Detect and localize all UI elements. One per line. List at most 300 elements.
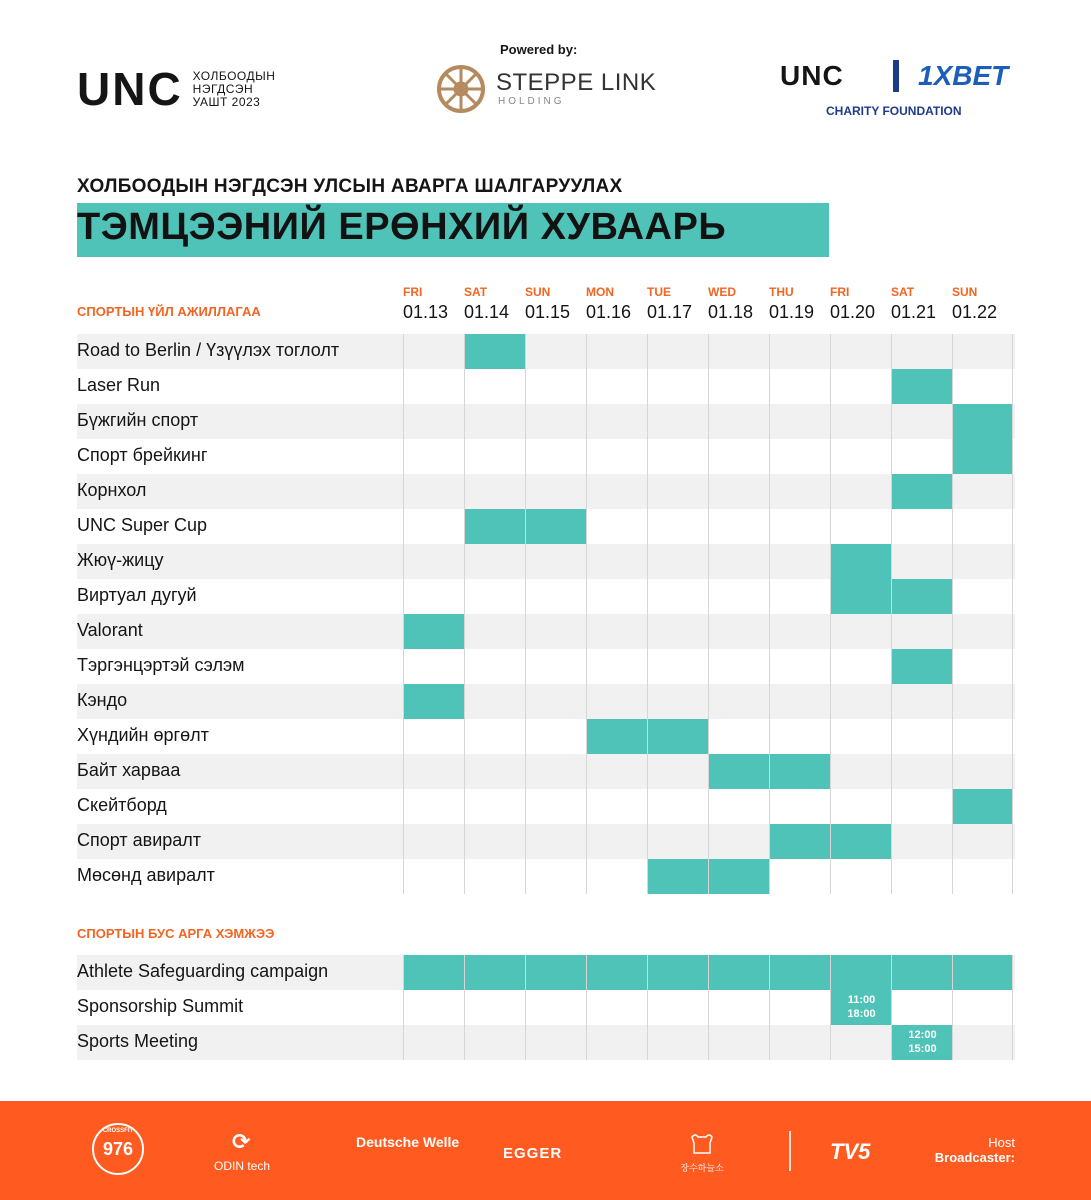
day-header [708,285,769,323]
empty-cell [708,404,769,439]
section-label-sport: СПОРТЫН ҮЙЛ АЖИЛЛАГАА [77,304,261,319]
empty-cell [769,990,830,1025]
empty-cell [769,334,830,369]
empty-cell [647,754,708,789]
steppe-link-name: STEPPE LINK [496,69,657,96]
scheduled-cell [525,509,586,544]
empty-cell [586,334,647,369]
empty-cell [830,509,891,544]
day-date: 01.15 [525,302,571,322]
empty-cell [586,544,647,579]
empty-cell [403,649,464,684]
day-cells [403,404,1015,439]
empty-cell [586,859,647,894]
empty-cell [647,789,708,824]
day-header [952,285,1013,323]
empty-cell [708,684,769,719]
empty-cell [525,579,586,614]
day-cells [403,474,1015,509]
empty-cell [952,579,1013,614]
schedule-row [77,439,1015,474]
empty-cell [403,369,464,404]
empty-cell [464,824,525,859]
activity-label: Sponsorship Summit [77,996,244,1016]
empty-cell [464,684,525,719]
empty-cell [647,579,708,614]
tv5-logo: TV5 [830,1139,871,1164]
day-date: 01.21 [891,302,937,322]
empty-cell [708,824,769,859]
empty-cell [952,649,1013,684]
schedule-row [77,614,1015,649]
schedule-row [77,754,1015,789]
day-cells [403,990,1015,1025]
empty-cell [525,649,586,684]
activity-label: Athlete Safeguarding campaign [77,961,329,981]
day-cells [403,719,1015,754]
empty-cell [952,474,1013,509]
activity-label: Байт харваа [77,760,181,780]
day-date: 01.16 [586,302,632,322]
empty-cell [769,544,830,579]
empty-cell [586,614,647,649]
unc-logo [77,63,276,115]
schedule-row [77,579,1015,614]
empty-cell [952,990,1013,1025]
empty-cell [708,579,769,614]
scheduled-cell [647,859,708,894]
day-header [525,285,586,323]
activity-label: Sports Meeting [77,1031,199,1051]
empty-cell [891,990,952,1025]
empty-cell [708,614,769,649]
empty-cell [769,719,830,754]
schedule-row [77,789,1015,824]
empty-cell [891,754,952,789]
scheduled-cell [891,579,952,614]
empty-cell [830,439,891,474]
activity-label: Road to Berlin / Үзүүлэх тоглолт [77,340,340,360]
day-date: 01.22 [952,302,998,322]
schedule-row [77,334,1015,369]
scheduled-cell [464,334,525,369]
empty-cell [952,1025,1013,1060]
empty-cell [708,369,769,404]
empty-cell [586,369,647,404]
empty-cell [769,684,830,719]
powered-by-label: Powered by: [500,42,578,57]
empty-cell [586,474,647,509]
empty-cell [464,614,525,649]
empty-cell [403,754,464,789]
empty-cell [708,544,769,579]
empty-cell [525,334,586,369]
empty-cell [647,614,708,649]
empty-cell [647,990,708,1025]
sponsor-footer [0,1101,1091,1200]
empty-cell [769,859,830,894]
empty-cell [586,789,647,824]
empty-cell [952,754,1013,789]
empty-cell [830,369,891,404]
schedule-row [77,719,1015,754]
day-header [769,285,830,323]
empty-cell [464,990,525,1025]
day-name: SUN [952,285,978,299]
day-cells [403,649,1015,684]
scheduled-cell [708,754,769,789]
empty-cell [647,334,708,369]
empty-cell [403,334,464,369]
empty-cell [464,649,525,684]
schedule-row [77,955,1015,990]
scheduled-cell [769,754,830,789]
scheduled-cell [403,955,464,990]
empty-cell [586,649,647,684]
empty-cell [525,439,586,474]
empty-cell [769,579,830,614]
empty-cell [586,684,647,719]
empty-cell [830,754,891,789]
time-value: 12:00 [908,1029,937,1041]
day-header [586,285,647,323]
day-cells [403,579,1015,614]
schedule-row [77,544,1015,579]
empty-cell [708,334,769,369]
empty-cell [586,754,647,789]
empty-cell [830,1025,891,1060]
empty-cell [525,824,586,859]
empty-cell [403,859,464,894]
scheduled-cell [891,649,952,684]
activity-label: Жюү-жицу [77,550,164,570]
day-date: 01.14 [464,302,510,322]
day-header [647,285,708,323]
empty-cell [586,509,647,544]
empty-cell [464,369,525,404]
day-cells [403,1025,1015,1060]
time-value: 18:00 [847,1008,876,1020]
empty-cell [647,474,708,509]
day-name: FRI [830,285,850,299]
scheduled-cell [647,719,708,754]
scheduled-cell [647,955,708,990]
empty-cell [708,439,769,474]
empty-cell [769,404,830,439]
empty-cell [830,474,891,509]
egger-logo: EGGER [503,1145,563,1162]
scheduled-cell [830,544,891,579]
day-name: SAT [891,285,915,299]
empty-cell [525,684,586,719]
empty-cell [769,369,830,404]
unc-subtext: ХОЛБООДЫН НЭГДСЭН УАШТ 2023 [192,68,276,109]
empty-cell [830,404,891,439]
day-header [830,285,891,323]
day-cells [403,789,1015,824]
activity-label: Скейтборд [77,795,167,815]
empty-cell [952,614,1013,649]
empty-cell [769,509,830,544]
day-cells [403,684,1015,719]
empty-cell [708,649,769,684]
activity-label: Бүжгийн спорт [77,410,199,430]
scheduled-cell [952,789,1013,824]
activity-label: Хүндийн өргөлт [77,725,209,745]
footer-separator [789,1131,791,1171]
schedule-row [77,990,1015,1025]
empty-cell [830,859,891,894]
empty-cell [586,1025,647,1060]
empty-cell [403,990,464,1025]
schedule-row [77,859,1015,894]
empty-cell [586,579,647,614]
time-value: 11:00 [847,994,876,1006]
day-date: 01.13 [403,302,449,322]
day-date: 01.20 [830,302,876,322]
empty-cell [647,684,708,719]
empty-cell [403,579,464,614]
empty-cell [891,439,952,474]
day-cells [403,544,1015,579]
empty-cell [647,439,708,474]
section-label-nonsport: СПОРТЫН БУС АРГА ХЭМЖЭЭ [77,926,275,941]
empty-cell [464,754,525,789]
empty-cell [952,719,1013,754]
day-cells [403,614,1015,649]
empty-cell [708,789,769,824]
empty-cell [769,439,830,474]
charity-foundation-label: CHARITY FOUNDATION [826,104,962,118]
day-name: SUN [525,285,551,299]
schedule-row [77,509,1015,544]
partner-unc-mark: UNC [780,60,844,91]
empty-cell [952,684,1013,719]
empty-cell [525,614,586,649]
empty-cell [403,439,464,474]
day-cells [403,334,1015,369]
empty-cell [586,439,647,474]
empty-cell [891,719,952,754]
day-name: SAT [464,285,488,299]
schedule-row [77,474,1015,509]
empty-cell [403,719,464,754]
day-cells [403,824,1015,859]
day-name: MON [586,285,614,299]
empty-cell [830,684,891,719]
empty-cell [891,824,952,859]
schedule-row [77,1025,1015,1060]
scheduled-cell [891,955,952,990]
day-cells [403,509,1015,544]
activity-label: Кэндо [77,690,128,710]
scheduled-cell [952,404,1013,439]
activity-label: Laser Run [77,375,161,395]
empty-cell [647,824,708,859]
empty-cell [647,544,708,579]
scheduled-cell [708,955,769,990]
scheduled-cell [952,955,1013,990]
day-name: FRI [403,285,423,299]
schedule-row [77,369,1015,404]
scheduled-cell [952,439,1013,474]
day-header [464,285,525,323]
empty-cell [525,369,586,404]
odin-tech-icon: ⟳ [232,1129,251,1154]
scheduled-cell [891,369,952,404]
empty-cell [525,544,586,579]
activity-label: Спорт авиралт [77,830,202,850]
empty-cell [647,649,708,684]
empty-cell [403,474,464,509]
scheduled-cell [830,990,891,1025]
day-date: 01.18 [708,302,754,322]
scheduled-cell [464,509,525,544]
empty-cell [525,789,586,824]
empty-cell [464,579,525,614]
bull-icon [687,1131,717,1159]
empty-cell [464,544,525,579]
time-range [831,993,892,1021]
empty-cell [525,990,586,1025]
empty-cell [647,1025,708,1060]
day-date: 01.17 [647,302,693,322]
empty-cell [952,824,1013,859]
empty-cell [891,544,952,579]
scheduled-cell [769,824,830,859]
empty-cell [708,509,769,544]
scheduled-cell [769,955,830,990]
empty-cell [525,1025,586,1060]
empty-cell [769,789,830,824]
activity-label: Корнхол [77,480,147,500]
empty-cell [464,474,525,509]
empty-cell [525,474,586,509]
host-broadcaster-label: Host Broadcaster: [934,1135,1015,1165]
empty-cell [769,1025,830,1060]
empty-cell [830,334,891,369]
empty-cell [403,404,464,439]
day-name: WED [708,285,736,299]
unc-mark: UNC [77,63,183,115]
empty-cell [891,684,952,719]
steppe-link-wheel-icon [436,64,486,114]
scheduled-cell [403,614,464,649]
empty-cell [952,369,1013,404]
empty-cell [769,649,830,684]
schedule-row [77,824,1015,859]
empty-cell [952,544,1013,579]
scheduled-cell [464,955,525,990]
empty-cell [403,789,464,824]
partner-1xbet-mark: 1XBET [918,60,1009,91]
day-name: THU [769,285,794,299]
partner-separator [893,60,899,92]
empty-cell [647,404,708,439]
empty-cell [952,509,1013,544]
empty-cell [769,614,830,649]
empty-cell [830,789,891,824]
empty-cell [525,404,586,439]
empty-cell [830,649,891,684]
day-cells [403,955,1015,990]
partner-logo [780,60,1020,120]
activity-label: Виртуал дугуй [77,585,197,605]
day-date: 01.19 [769,302,815,322]
scheduled-cell [830,824,891,859]
empty-cell [647,509,708,544]
day-name: TUE [647,285,671,299]
empty-cell [708,719,769,754]
activity-label: Мөсөнд авиралт [77,865,215,885]
day-cells [403,439,1015,474]
empty-cell [952,859,1013,894]
empty-cell [525,859,586,894]
empty-cell [891,789,952,824]
scheduled-cell [403,684,464,719]
empty-cell [586,990,647,1025]
activity-label: UNC Super Cup [77,515,208,535]
empty-cell [830,719,891,754]
schedule-row [77,649,1015,684]
activity-label: Valorant [77,620,143,640]
scheduled-cell [708,859,769,894]
activity-label: Тэргэнцэртэй сэлэм [77,655,245,675]
empty-cell [464,439,525,474]
empty-cell [525,719,586,754]
page-title: ТЭМЦЭЭНИЙ ЕРӨНХИЙ ХУВААРЬ [77,206,727,248]
schedule-row [77,404,1015,439]
empty-cell [403,544,464,579]
empty-cell [586,824,647,859]
deutsche-welle-logo: Deutsche Welle [356,1134,460,1150]
scheduled-cell [891,1025,952,1060]
scheduled-cell [830,579,891,614]
empty-cell [830,614,891,649]
activity-label: Спорт брейкинг [77,445,208,465]
scheduled-cell [586,719,647,754]
empty-cell [769,474,830,509]
empty-cell [464,1025,525,1060]
empty-cell [891,509,952,544]
empty-cell [403,824,464,859]
empty-cell [708,990,769,1025]
scheduled-cell [891,474,952,509]
time-range [892,1028,953,1056]
odin-tech-logo: ODIN tech [214,1159,271,1173]
korean-restaurant-logo: 장수하늘소 [672,1131,732,1174]
steppe-link-sub: HOLDING [498,96,565,107]
scheduled-cell [830,955,891,990]
empty-cell [891,334,952,369]
day-cells [403,369,1015,404]
empty-cell [403,1025,464,1060]
schedule-row [77,684,1015,719]
empty-cell [525,754,586,789]
time-value: 15:00 [908,1043,937,1055]
scheduled-cell [586,955,647,990]
empty-cell [464,789,525,824]
empty-cell [891,614,952,649]
day-cells [403,754,1015,789]
crossfit-976-logo: CROSSFIT 976 [92,1123,144,1175]
empty-cell [647,369,708,404]
day-header [891,285,952,323]
page-subtitle: ХОЛБООДЫН НЭГДСЭН УЛСЫН АВАРГА ШАЛГАРУУЛАХ [77,176,623,197]
empty-cell [464,859,525,894]
empty-cell [464,404,525,439]
day-cells [403,859,1015,894]
